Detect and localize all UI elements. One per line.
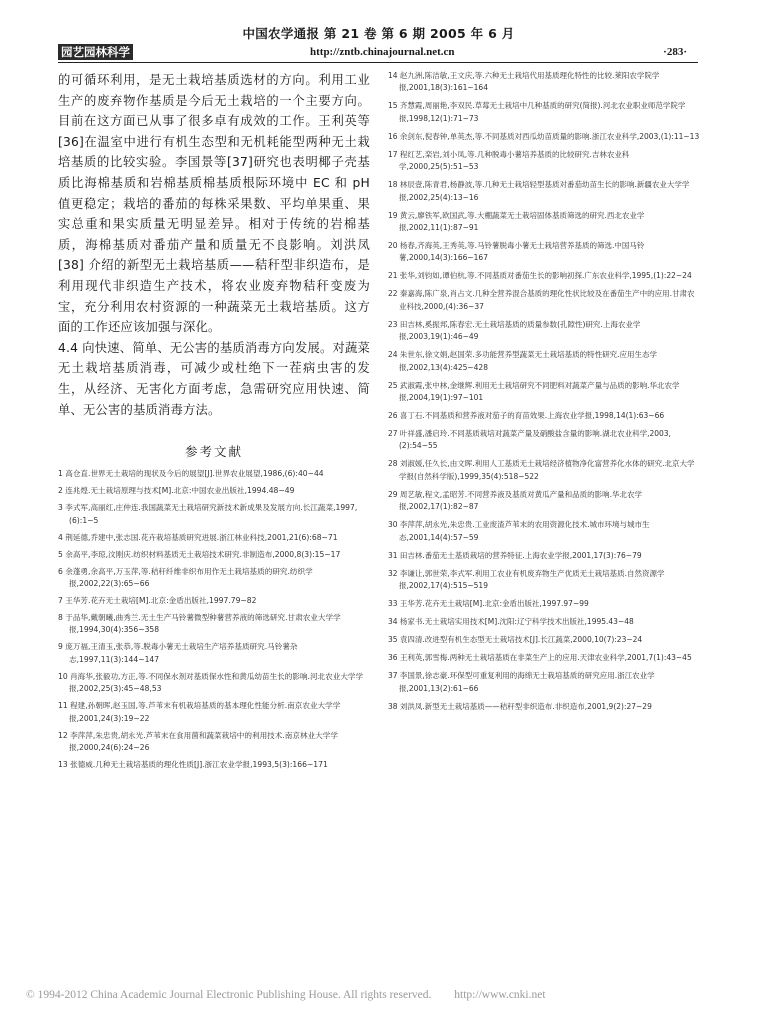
reference-item: 8 于品华,戴朝曦,曲秀兰.无土生产马铃薯微型种薯营养液的筛选研究.甘肃农业大学学报,1994,30(4):356~358 [58, 612, 341, 635]
reference-item: 23 田吉林,奚振邦,陈春宏.无土栽培基质的质量参数(孔隙性)研究.上海农业学报,2003,19(1):46~49 [388, 319, 641, 342]
header-divider [58, 62, 698, 63]
reference-item: 17 程红艺,栾岩,刘小凤,等.几种脱毒小薯培养基质的比较研究.吉林农业科学,2000,25(5):51~53 [388, 149, 630, 172]
reference-item: 30 李萍萍,胡永光,朱忠贵.工业废渣芦苇末的农用资源化技术.城市环境与城市生态,2001,14(4):57~59 [388, 520, 650, 542]
reference-list-right [388, 70, 701, 713]
reference-item: 6 余蓬勇,余高平,万玉萍,等.秸秆纤维非织布用作无土栽培基质的研究.纺织学报,2002,22(3):65~66 [58, 566, 313, 588]
body-paragraph: 的可循环利用，是无土栽培基质选材的方向。利用工业生产的废弃物作基质是今后无土栽培的一个主要方向。目前在这方面已从事了很多卓有成效的工作。王利英等[36]在温室中进行有机生态型和无机耗能型两种无土栽培基质的比较实验。李国景等[37]研究也表明椰子壳基质比海棉基质和岩棉基质棉基质根际环境中 EC 和 pH 值更稳定；栽培的番茄的每株采果数、平均单果重、果实总重和果实质量无明显差异。相对于传统的岩棉基质，海棉基质对番茄产量和质量无不良影响。刘洪凤 [38] 介绍的新型无土栽培基质——秸秆型非织造布，是利用现代非织造生产技术，将农业废弃物秸秆变废为宝，充分利用农村资源的一种蔬菜无土栽培基质。这方面的工作还应该加强与深化。 [58, 73, 370, 335]
reference-item: 29 周艺敏,程文,孟昭芳.不同营养液及基质对黄瓜产量和品质的影响.华北农学报,2002,17(1):82~87 [388, 489, 642, 512]
reference-item: 28 刘淑媛,任久长,由文晖.利用人工基质无土栽培经济植物净化富营养化水体的研究.北京大学学报(自然科学版),1999,35(4):518~522 [388, 459, 695, 481]
body-paragraph-section-4-4: 4.4 向快速、简单、无公害的基质消毒方向发展。对蔬菜无土栽培基质消毒，可减少或杜绝下一茬病虫害的发生，从经济、无害化方面考虑，急需研究应用快速、简单、无公害的基质消毒方法。 [58, 340, 370, 417]
reference-item: 4 荆延德,乔建中,张志国.花卉栽培基质研究进展.浙江林业科技,2001,21(6):68~71 [58, 532, 338, 542]
footer-url[interactable]: http://www.cnki.net [454, 989, 546, 1001]
footer [26, 989, 546, 1001]
reference-item: 21 张华,刘钧如,谭伯杭,等.不同基质对番茄生长的影响初探.广东农业科学,1995,(1):22~24 [388, 271, 692, 281]
right-column [388, 70, 701, 719]
reference-item: 11 程建,孙朝晖,赵玉国,等.芦苇末有机栽培基质的基本理化性能分析.南京农业大学学报,2001,24(3):19~22 [58, 701, 341, 723]
reference-item: 34 杨家书.无土栽培实用技术[M].沈阳:辽宁科学技术出版社,1995.43~48 [388, 617, 634, 627]
reference-item: 12 李萍萍,朱忠贵,胡永光.芦苇末在食用菌和蔬菜栽培中的利用技术.南京林业大学学报,2000,24(6):24~26 [58, 730, 338, 752]
reference-item: 16 余剑东,倪春钟,单英杰,等.不同基质对西瓜幼苗质量的影响.浙江农业科学,2003,(1):11~13 [388, 131, 700, 141]
reference-item: 10 肖海华,张毅功,方正,等.不同保水剂对基质保水性和黄瓜幼苗生长的影响.河北农业大学学报,2002,25(3):45~48,53 [58, 671, 364, 694]
reference-item: 18 林辰壹,陈青君,杨静波,等.几种无土栽培轻型基质对番茄幼苗生长的影响.新疆农业大学学报,2002,25(4):13~16 [388, 180, 690, 202]
reference-item: 9 庞万福,王清玉,张恭,等.脱毒小薯无土栽培生产培养基质研究.马铃薯杂志,1997,11(3):144~147 [58, 642, 298, 664]
reference-item: 35 袁四清.改进型有机生态型无土栽培技术[J].长江蔬菜,2000,10(7):23~24 [388, 635, 643, 645]
reference-item: 22 秦嘉海,陈广泉,肖占文.几种全营养混合基质的理化性状比较及在番茄生产中的应用.甘肃农业科技,2000,(4):36~37 [388, 289, 695, 311]
reference-item: 36 王利英,郭雪梅.两种无土栽培基质在非菜生产上的应用.天津农业科学,2001,7(1):43~45 [388, 653, 692, 663]
journal-url: http://zntb.chinajournal.net.cn [310, 46, 455, 58]
footer-copyright: © 1994-2012 China Academic Journal Electronic Publishing House. All rights reserved. [26, 989, 432, 1001]
reference-item: 25 武淑霞,张中林,金继辉.利用无土栽培研究不同肥料对蔬菜产量与品质的影响.华北农学报,2004,19(1):97~101 [388, 380, 680, 403]
reference-item: 24 朱世东,徐文娟,赵国荣.多功能营养型蔬菜无土栽培基质的特性研究.应用生态学报,2002,13(4):425~428 [388, 350, 657, 372]
reference-item: 27 叶祥盛,潘启玲.不同基质栽培对蔬菜产量及硝酸盐含量的影响.湖北农业科学,2003,(2):54~55 [388, 429, 671, 451]
journal-header: 中国农学通报 第 21 卷 第 6 期 2005 年 6 月 [242, 26, 515, 41]
reference-item: 33 王华芳.花卉无土栽培[M].北京:金盾出版社,1997.97~99 [388, 599, 589, 609]
reference-item: 26 喜丁石.不同基质和营养液对茄子的育苗效果.上海农业学报,1998,14(1):63~66 [388, 411, 665, 421]
page-number: ·283· [663, 46, 687, 58]
reference-item: 2 连兆煌.无土栽培原理与技术[M].北京:中国农业出版社,1994.48~49 [58, 486, 295, 496]
reference-item: 32 李谦让,郭世荣,李式军.利用工农业有机废弃物生产优质无土栽培基质.自然资源学报,2002,17(4):515~519 [388, 568, 665, 591]
reference-item: 37 李国景,徐志豪.环保型可重复利用的海绵无土栽培基质的研究应用.浙江农业学报,2001,13(2):61~66 [388, 671, 655, 693]
reference-item: 7 王华芳.花卉无土栽培[M].北京:金盾出版社,1997.79~82 [58, 595, 257, 605]
reference-item: 31 田吉林.番茄无土基质栽培的营养特征.上海农业学报,2001,17(3):76~79 [388, 550, 642, 560]
reference-item: 3 李式军,高丽红,庄仲连.我国蔬菜无土栽培研究新技术新成果及发展方向.长江蔬菜,1997,(6):1~5 [58, 503, 358, 525]
references-heading: 参考文献 [184, 444, 243, 460]
reference-item: 20 杨春,齐海英,王秀英,等.马铃薯脱毒小薯无土栽培营养基质的筛选.中国马铃薯,2000,14(3):166~167 [388, 241, 645, 263]
reference-item: 5 余高平,李琼,汶刚庆.纺织材料基质无土栽培技术研究.非制造布,2000,8(3):15~17 [58, 549, 341, 559]
reference-item: 15 齐慧霞,周丽艳,李双民.草莓无土栽培中几种基质的研究(简报).河北农业职业师范学院学报,1998,12(1):71~73 [388, 101, 686, 123]
left-column [58, 70, 370, 776]
reference-list-left [58, 468, 370, 771]
section-label: 园艺园林科学 [58, 44, 133, 60]
reference-item: 13 张德威.几种无土栽培基质的理化性质[J].浙江农业学报,1993,5(3):166~171 [58, 759, 328, 769]
reference-item: 19 黄云,廖铁军,欧国武,等.大棚蔬菜无土栽培固体基质筛选的研究.西北农业学报,2002,11(1):87~91 [388, 210, 645, 233]
reference-item: 1 高仓直.世界无土栽培的现状及今后的展望[J].世界农业展望,1986,(6):40~44 [58, 469, 324, 479]
reference-item: 38 刘洪凤.新型无土栽培基质——秸秆型非织造布.非织造布,2001,9(2):27~29 [388, 701, 652, 711]
reference-item: 14 赵九洲,陈洁敏,王文庆,等.六种无土栽培代用基质理化特性的比较.莱阳农学院学报,2001,18(3):161~164 [388, 71, 660, 93]
